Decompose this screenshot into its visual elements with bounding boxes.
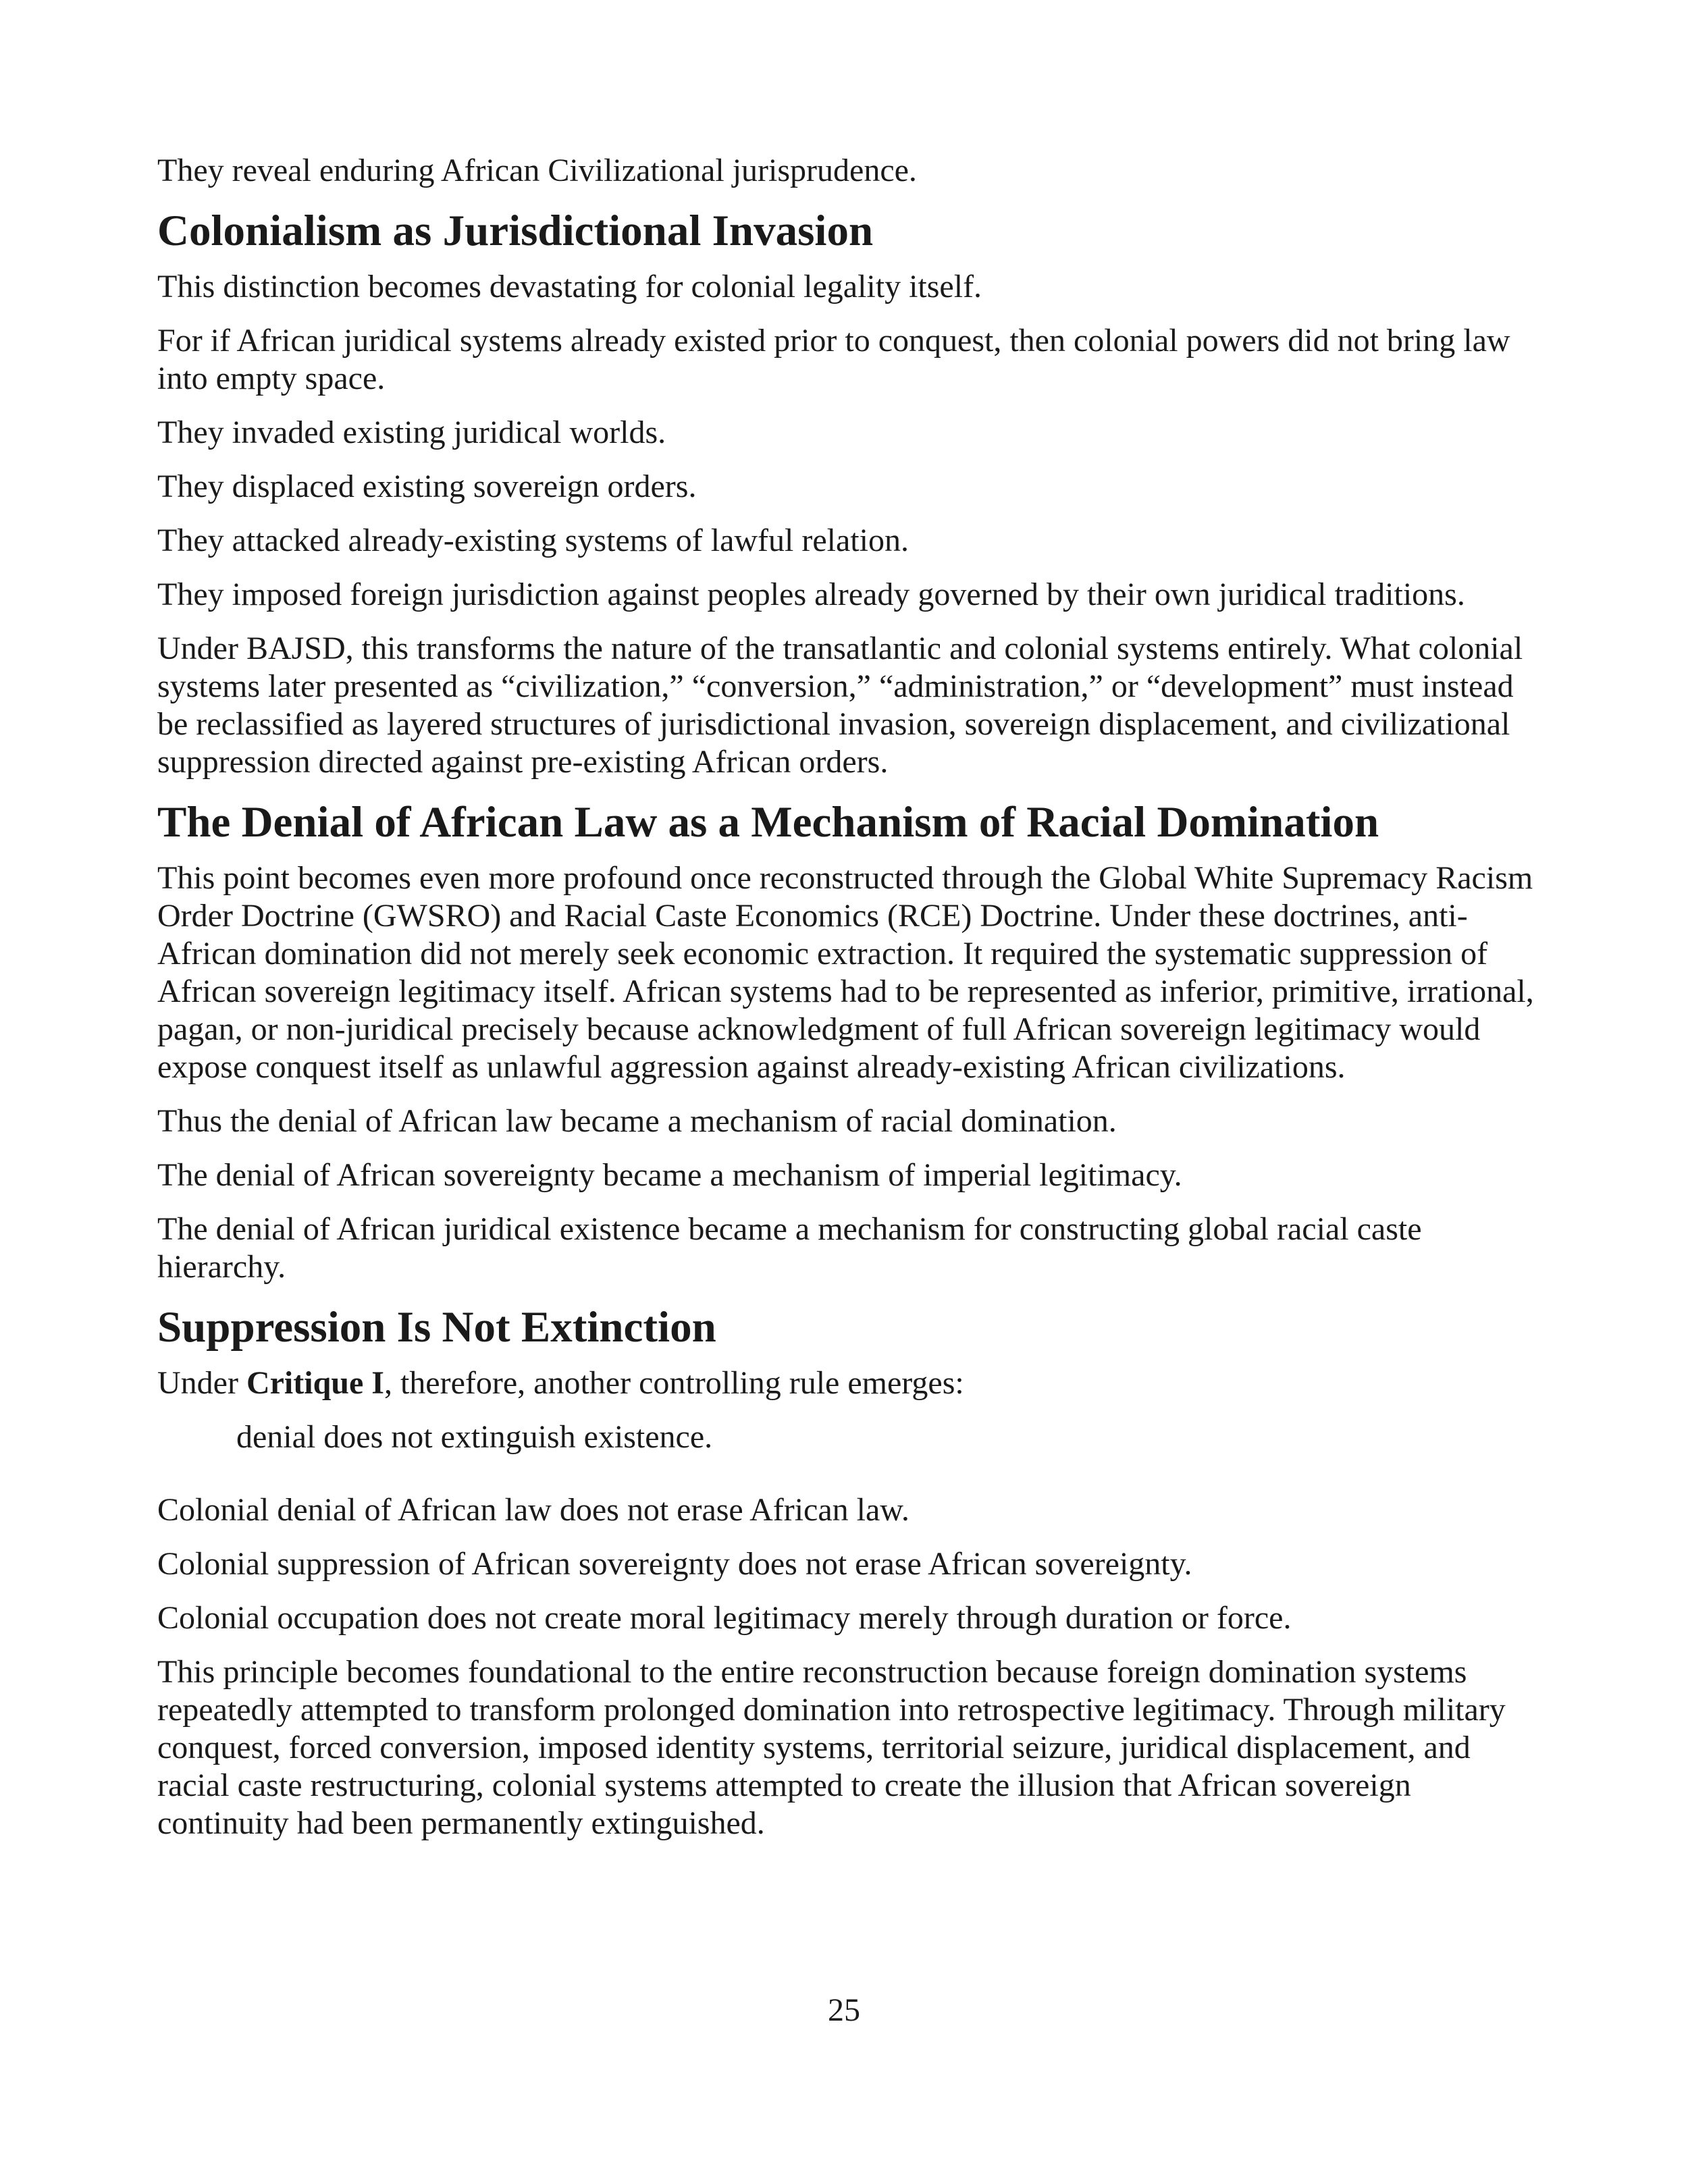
paragraph: Colonial suppression of African sovereignty does not erase African sovereignty. xyxy=(157,1546,1192,1582)
paragraph: They attacked already-existing systems of lawful relation. xyxy=(157,523,909,558)
paragraph: This point becomes even more profound once reconstructed through the Global White Supremacy Racism Order Doctrine (GWSRO) and Racial Caste Economics (RCE) Doctrine. Under these doctrines, anti-African domination did not merely seek economic extraction. It required the systematic suppression of African sovereign legitimacy itself. African systems had to be represented as inferior, primitive, irrational, pagan, or non-juridical precisely because acknowledgment of full African sovereign legitimacy would expose conquest itself as unlawful aggression against already-existing African civilizations. xyxy=(157,860,1534,1085)
paragraph: Under BAJSD, this transforms the nature of the transatlantic and colonial systems entirely. What colonial systems later presented as “civilization,” “conversion,” “administration,” or “development” must instead be reclassified as layered structures of jurisdictional invasion, sovereign displacement, and civilizational suppression directed against pre-existing African orders. xyxy=(157,631,1523,780)
paragraph: They invaded existing juridical worlds. xyxy=(157,415,666,450)
section-heading-denial: The Denial of African Law as a Mechanism of Racial Domination xyxy=(157,798,1379,847)
paragraph: They imposed foreign jurisdiction against peoples already governed by their own juridical traditions. xyxy=(157,577,1465,612)
paragraph: Colonial occupation does not create moral legitimacy merely through duration or force. xyxy=(157,1600,1292,1636)
section-heading-suppression: Suppression Is Not Extinction xyxy=(157,1303,716,1352)
text-run: , therefore, another controlling rule emerges: xyxy=(384,1365,964,1401)
paragraph: Thus the denial of African law became a mechanism of racial domination. xyxy=(157,1103,1117,1139)
paragraph-critique xyxy=(157,1364,1541,1402)
document-body xyxy=(157,152,1541,1859)
paragraph: Colonial denial of African law does not erase African law. xyxy=(157,1492,909,1528)
bold-term: Critique I xyxy=(246,1365,384,1401)
section-heading-colonialism: Colonialism as Jurisdictional Invasion xyxy=(157,207,874,255)
paragraph: The denial of African sovereignty became a mechanism of imperial legitimacy. xyxy=(157,1157,1182,1193)
indented-rule: denial does not extinguish existence. xyxy=(236,1419,713,1455)
text-run: Under xyxy=(157,1365,246,1401)
paragraph: They displaced existing sovereign orders. xyxy=(157,469,697,504)
page-number: 25 xyxy=(828,1992,860,2028)
paragraph: The denial of African juridical existence became a mechanism for constructing global racial caste hierarchy. xyxy=(157,1211,1422,1285)
paragraph: This distinction becomes devastating for colonial legality itself. xyxy=(157,269,982,304)
paragraph: This principle becomes foundational to the entire reconstruction because foreign domination systems repeatedly attempted to transform prolonged domination into retrospective legitimacy. Through military conquest, forced conversion, imposed identity systems, territorial seizure, juridical displacement, and racial caste restructuring, colonial systems attempted to create the illusion that African sovereign continuity had been permanently extinguished. xyxy=(157,1654,1506,1841)
paragraph: They reveal enduring African Civilizational jurisprudence. xyxy=(157,153,917,188)
paragraph: For if African juridical systems already existed prior to conquest, then colonial powers did not bring law into empty space. xyxy=(157,323,1510,396)
